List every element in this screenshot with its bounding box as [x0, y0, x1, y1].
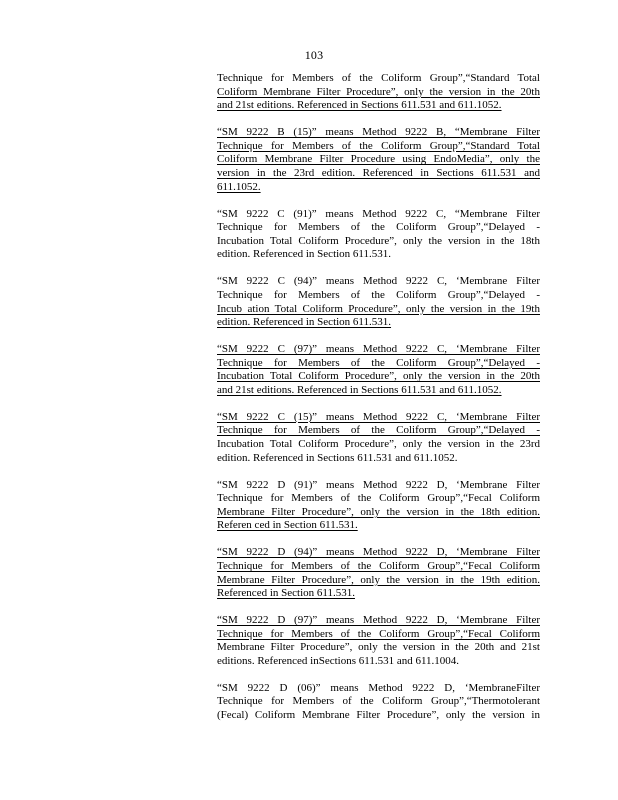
text-line: Technique for Members of the Coliform Group”,“Standard Total — [217, 72, 540, 84]
text-line: “SM 9222 C (91)” means Method 9222 C, “Membrane Filter — [217, 207, 540, 220]
definition-paragraph — [217, 546, 540, 601]
text-line: Referenced in Section 611.531. — [217, 587, 355, 600]
text-line: “SM 9222 D (94)” means Method 9222 D, ‘Membrane Filter — [217, 546, 540, 559]
text-line: Technique for Members of the Coliform Group”,“Fecal Coliform — [217, 627, 540, 640]
definition-paragraph — [217, 275, 540, 330]
text-line: “SM 9222 D (97)” means Method 9222 D, ‘Membrane Filter — [217, 614, 540, 626]
text-line: Technique for Members of the Coliform Group”,“Fecal Coliform — [217, 559, 540, 572]
text-line: Technique for Members of the Coliform Group”,“Delayed - — [217, 356, 540, 369]
text-line: Coliform Membrane Filter Procedure using EndoMedia”, only the — [217, 153, 540, 166]
text-line: and 21st editions. Referenced in Sections 611.531 and 611.1052. — [217, 383, 502, 396]
text-line: “SM 9222 D (06)” means Method 9222 D, ‘MembraneFilter — [217, 681, 540, 694]
definition-paragraph — [217, 72, 540, 113]
text-line: Incubation Total Coliform Procedure”, only the version in the 20th — [217, 370, 540, 383]
text-line: edition. Referenced in Section 611.531. — [217, 248, 392, 261]
text-line: version in the 23rd edition. Referenced in Sections 611.531 and — [217, 167, 540, 180]
definition-paragraph — [217, 479, 540, 534]
text-line: Technique for Members of the Coliform Group”,“Delayed - — [217, 424, 540, 437]
text-line: Incubation Total Coliform Procedure”, only the version in the 23rd — [217, 438, 540, 451]
text-line: Incubation Total Coliform Procedure”, only the version in the 18th — [217, 234, 540, 247]
text-line: “SM 9222 B (15)” means Method 9222 B, “Membrane Filter — [217, 126, 540, 139]
text-line: Technique for Members of the Coliform Group”,“Delayed - — [217, 288, 540, 301]
definition-paragraph — [217, 411, 540, 466]
text-line: edition. Referenced in Sections 611.531 and 611.1052. — [217, 451, 458, 464]
definition-paragraph — [217, 208, 540, 263]
text-line: “SM 9222 C (97)” means Method 9222 C, ‘Membrane Filter — [217, 343, 540, 355]
text-line: Technique for Members of the Coliform Group”,“Fecal Coliform — [217, 492, 540, 505]
text-line: Membrane Filter Procedure”, only the version in the 20th and 21st — [217, 641, 540, 654]
text-line: 611.1052. — [217, 180, 261, 193]
definition-paragraph — [217, 614, 540, 669]
text-line: and 21st editions. Referenced in Sections 611.531 and 611.1052. — [217, 99, 502, 112]
definition-paragraph — [217, 682, 540, 723]
text-line: Membrane Filter Procedure”, only the version in the 19th edition. — [217, 573, 540, 586]
text-line: “SM 9222 D (91)” means Method 9222 D, ‘Membrane Filter — [217, 478, 540, 491]
text-line: editions. Referenced inSections 611.531 and 611.1004. — [217, 654, 460, 667]
text-line: “SM 9222 C (15)” means Method 9222 C, ‘Membrane Filter — [217, 410, 540, 423]
text-line: edition. Referenced in Section 611.531. — [217, 316, 392, 329]
text-line: Technique for Members of the Coliform Group”,“Thermotolerant — [217, 695, 540, 708]
text-line: Incub ation Total Coliform Procedure”, only the version in the 19th — [217, 302, 540, 315]
page-number: 103 — [304, 48, 324, 62]
definition-paragraph — [217, 126, 540, 194]
text-line: Referen ced in Section 611.531. — [217, 519, 358, 532]
text-line: “SM 9222 C (94)” means Method 9222 C, ‘Membrane Filter — [217, 275, 540, 288]
text-line: Coliform Membrane Filter Procedure”, only the version in the 20th — [217, 85, 540, 98]
text-line: (Fecal) Coliform Membrane Filter Procedure”, only the version in — [217, 709, 540, 722]
text-line: Technique for Members of the Coliform Group”,“Delayed - — [217, 221, 540, 234]
document-body — [217, 72, 540, 736]
text-line: Technique for Members of the Coliform Group”,“Standard Total — [217, 139, 540, 152]
definition-paragraph — [217, 343, 540, 398]
text-line: Membrane Filter Procedure”, only the version in the 18th edition. — [217, 505, 540, 518]
